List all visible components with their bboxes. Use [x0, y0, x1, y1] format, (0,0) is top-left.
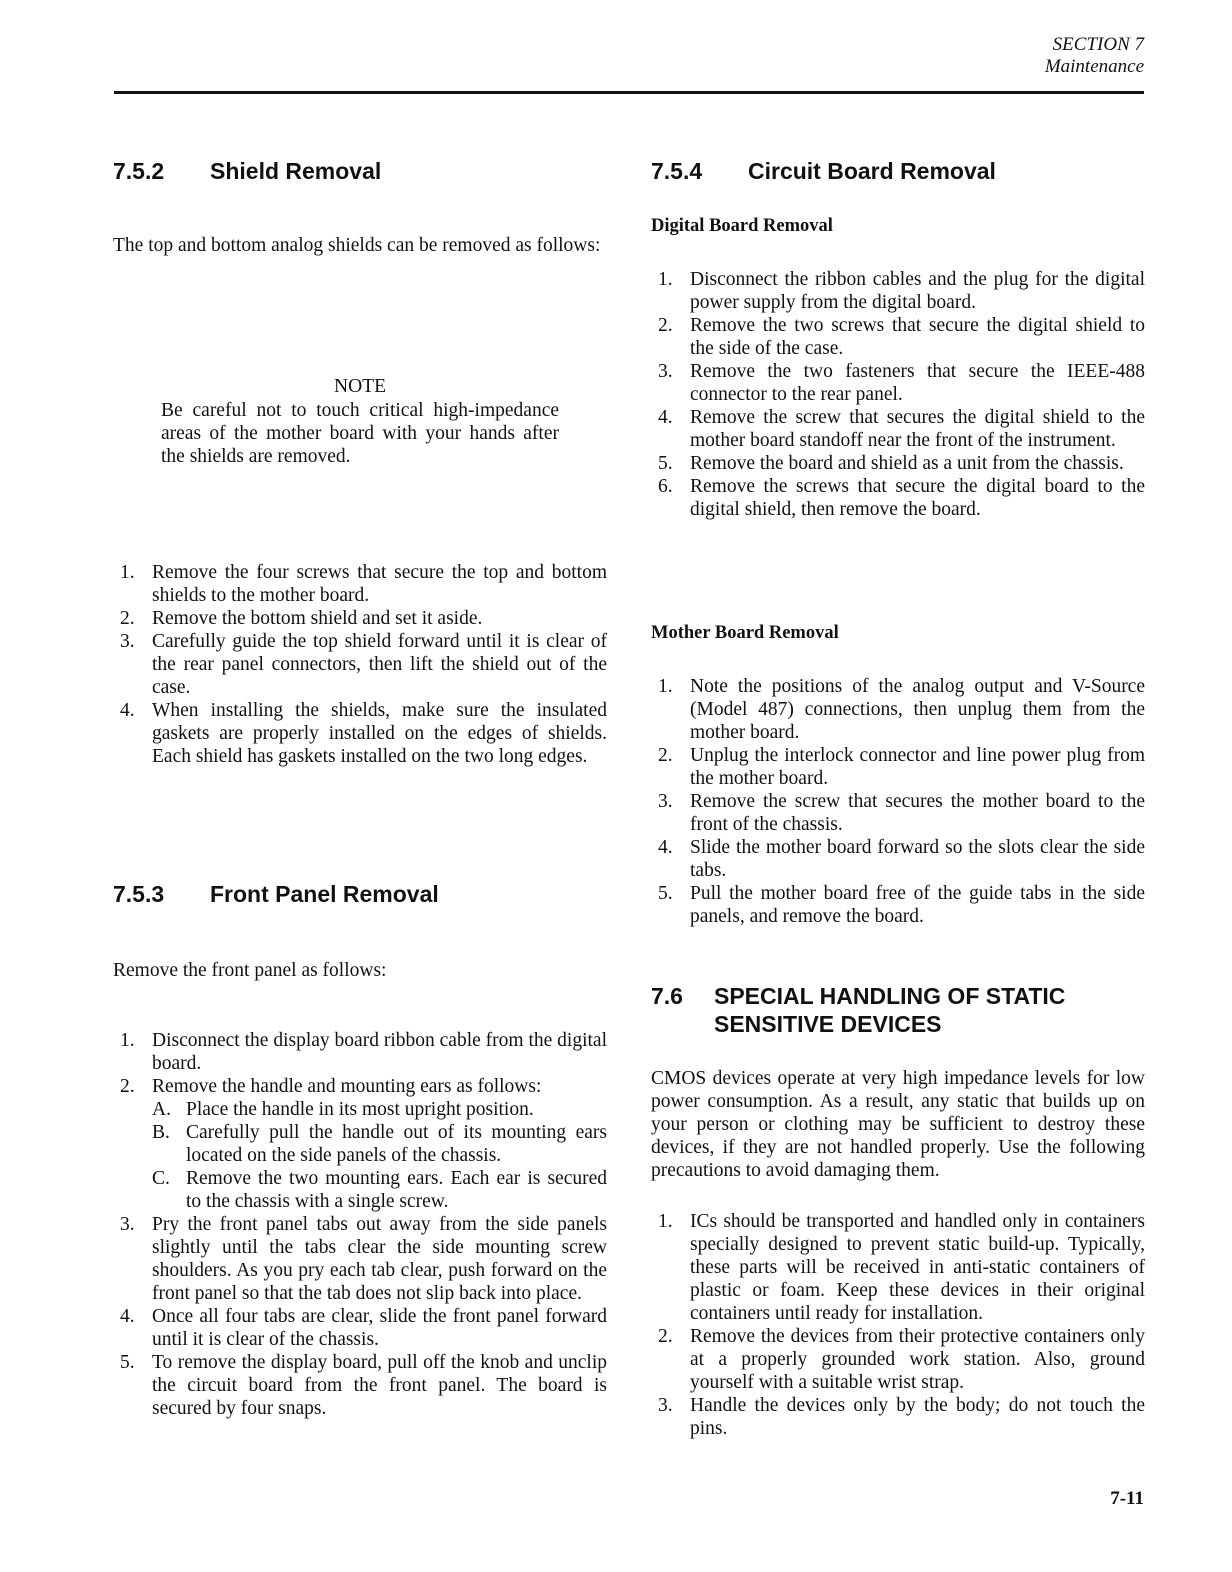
subheading-mother-board: Mother Board Removal: [651, 623, 839, 643]
heading-title: Circuit Board Removal: [748, 158, 996, 184]
list-item: 2. Remove the handle and mounting ears as follows: A. Place the handle in its most upright position. B. Carefully pull the handle out of its mounting ears located on the side panels of the chassis. C. Remove the two mounting ears. Each ear is secured to the chassis with a single screw.: [120, 1076, 607, 1212]
heading-number: 7.5.3: [113, 881, 165, 907]
header-section: SECTION 7: [1052, 34, 1144, 55]
list-item: 3. Handle the devices only by the body; do not touch the pins.: [658, 1395, 1145, 1439]
list-item: 2. Remove the devices from their protective containers only at a properly grounded work station. Also, ground yourself with a suitable wrist strap.: [658, 1326, 1145, 1393]
note-body: Be careful not to touch critical high-impedance areas of the mother board with your hands after the shields are removed.: [161, 400, 559, 467]
heading-title: Shield Removal: [210, 158, 382, 184]
list-item: 1. Disconnect the display board ribbon cable from the digital board.: [120, 1030, 607, 1074]
static-steps: [651, 1210, 1145, 1440]
list-item: 5. Pull the mother board free of the guide tabs in the side panels, and remove the board.: [658, 883, 1145, 927]
subheading-digital-board: Digital Board Removal: [651, 216, 833, 236]
heading-circuit-board-removal: [651, 157, 996, 185]
list-item: 5. To remove the display board, pull off the knob and unclip the circuit board from the front panel. The board is secured by four snaps.: [120, 1352, 607, 1419]
list-item: 3. Remove the screw that secures the mother board to the front of the chassis.: [658, 791, 1145, 835]
heading-number: 7.5.2: [113, 158, 165, 184]
list-item: 4. Slide the mother board forward so the slots clear the side tabs.: [658, 837, 1145, 881]
heading-title: SPECIAL HANDLING OF STATIC SENSITIVE DEVICES: [714, 983, 1066, 1037]
heading-number: 7.5.4: [651, 158, 703, 184]
list-item: 4. Remove the screw that secures the digital shield to the mother board standoff near the front of the instrument.: [658, 407, 1145, 451]
running-header: [1045, 34, 1144, 78]
heading-shield-removal: [113, 157, 381, 185]
mother-board-steps: [651, 675, 1145, 928]
header-rule: [114, 91, 1144, 94]
list-item: 3. Pry the front panel tabs out away from the side panels slightly until the tabs clear the side mounting screw shoulders. As you pry each tab clear, push forward on the front panel so that the tab does not slip back into place.: [120, 1214, 607, 1304]
front-panel-steps: [113, 1029, 607, 1420]
list-item: 3. Carefully guide the top shield forward until it is clear of the rear panel connectors, then lift the shield out of the case.: [120, 631, 607, 698]
heading-number: 7.6: [651, 983, 683, 1009]
list-item: 2. Remove the two screws that secure the digital shield to the side of the case.: [658, 315, 1145, 359]
list-item: 5. Remove the board and shield as a unit from the chassis.: [658, 453, 1124, 474]
front-panel-substeps: [152, 1098, 607, 1213]
list-item: A. Place the handle in its most upright position.: [152, 1099, 534, 1120]
list-item: 1. Note the positions of the analog output and V-Source (Model 487) connections, then unplug them from the mother board.: [658, 676, 1145, 743]
list-item: 1. Remove the four screws that secure the top and bottom shields to the mother board.: [120, 562, 607, 606]
heading-title: Front Panel Removal: [210, 881, 439, 907]
list-item: 2. Remove the bottom shield and set it aside.: [120, 608, 483, 629]
list-item: 1. ICs should be transported and handled only in containers specially designed to prevent static build-up. Typically, these parts will be received in anti-static containers of plastic or foam. Keep these devices in their original containers until ready for installation.: [658, 1211, 1145, 1324]
static-intro: CMOS devices operate at very high impedance levels for low power consumption. As a result, any static that builds up on your person or clothing may be sufficient to destroy these devices, if they are not handled properly. Use the following precautions to avoid damaging them.: [651, 1068, 1145, 1181]
header-subtitle: Maintenance: [1044, 56, 1144, 77]
list-item: 2. Unplug the interlock connector and line power plug from the mother board.: [658, 745, 1145, 789]
list-item: 3. Remove the two fasteners that secure the IEEE-488 connector to the rear panel.: [658, 361, 1145, 405]
digital-board-steps: [651, 268, 1145, 521]
shield-intro: The top and bottom analog shields can be removed as follows:: [113, 235, 601, 256]
shield-steps: [113, 561, 607, 768]
list-item: 4. Once all four tabs are clear, slide the front panel forward until it is clear of the chassis.: [120, 1306, 607, 1350]
list-item: 4. When installing the shields, make sure the insulated gaskets are properly installed on the edges of shields. Each shield has gaskets installed on the two long edges.: [120, 700, 607, 767]
note-title: NOTE: [334, 376, 386, 397]
front-panel-intro: Remove the front panel as follows:: [113, 960, 387, 981]
list-item: B. Carefully pull the handle out of its mounting ears located on the side panels of the chassis.: [152, 1122, 607, 1166]
list-item: 6. Remove the screws that secure the digital board to the digital shield, then remove the board.: [658, 476, 1145, 520]
heading-static-handling: [651, 982, 1145, 1038]
list-item: C. Remove the two mounting ears. Each ear is secured to the chassis with a single screw.: [152, 1168, 607, 1212]
heading-front-panel-removal: [113, 880, 439, 908]
list-item: 1. Disconnect the ribbon cables and the plug for the digital power supply from the digital board.: [658, 269, 1145, 313]
page-number: 7-11: [1110, 1488, 1144, 1509]
